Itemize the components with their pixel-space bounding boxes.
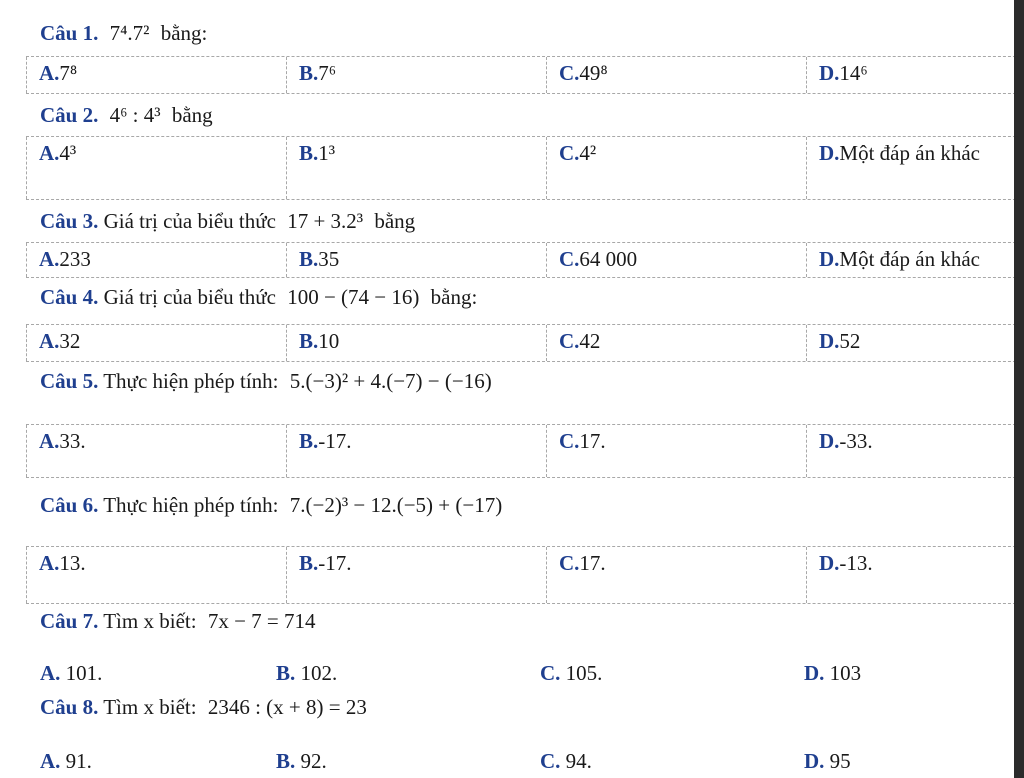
question-text: Giá trị của biểu thức xyxy=(103,285,276,309)
option-d[interactable]: D.Một đáp án khác xyxy=(806,137,1024,199)
question-expression: 2346 : (x + 8) = 23 xyxy=(207,695,367,719)
option-c[interactable]: C. 105. xyxy=(540,661,603,685)
option-a[interactable]: A.32 xyxy=(26,325,286,361)
question-text: Thực hiện phép tính: xyxy=(103,493,279,517)
right-edge-bar xyxy=(1014,0,1024,778)
option-b[interactable]: B.7⁶ xyxy=(286,57,546,93)
options-row-4 xyxy=(26,324,1024,362)
question-8 xyxy=(40,694,373,720)
question-expression: 100 − (74 − 16) xyxy=(287,285,420,309)
option-c[interactable]: C.49⁸ xyxy=(546,57,806,93)
question-suffix: bằng xyxy=(171,103,213,127)
question-5 xyxy=(40,368,498,394)
question-label: Câu 1. xyxy=(40,21,99,45)
question-expression: 17 + 3.2³ xyxy=(287,209,364,233)
question-label: Câu 8. xyxy=(40,695,99,719)
option-c[interactable]: C.17. xyxy=(546,547,806,603)
options-row-3 xyxy=(26,242,1024,278)
question-expression: 7.(−2)³ − 12.(−5) + (−17) xyxy=(289,493,503,517)
option-a[interactable]: A. 101. xyxy=(40,661,103,685)
question-7 xyxy=(40,608,322,634)
question-text: Thực hiện phép tính: xyxy=(103,369,279,393)
option-b[interactable]: B.1³ xyxy=(286,137,546,199)
question-expression: 5.(−3)² + 4.(−7) − (−16) xyxy=(289,369,492,393)
option-c[interactable]: C.64 000 xyxy=(546,243,806,277)
option-d[interactable]: D.Một đáp án khác xyxy=(806,243,1024,277)
option-a[interactable]: A.33. xyxy=(26,425,286,477)
option-b[interactable]: B.35 xyxy=(286,243,546,277)
option-b[interactable]: B. 92. xyxy=(276,749,327,773)
question-4 xyxy=(40,284,477,310)
options-row-2 xyxy=(26,136,1024,200)
question-label: Câu 5. xyxy=(40,369,99,393)
option-a[interactable]: A. 91. xyxy=(40,749,92,773)
question-text: Tìm x biết: xyxy=(103,609,197,633)
options-row-5 xyxy=(26,424,1024,478)
option-d[interactable]: D.-33. xyxy=(806,425,1024,477)
option-a[interactable]: A.7⁸ xyxy=(26,57,286,93)
option-d[interactable]: D. 95 xyxy=(804,749,851,773)
option-c[interactable]: C.4² xyxy=(546,137,806,199)
option-a[interactable]: A.13. xyxy=(26,547,286,603)
question-label: Câu 4. xyxy=(40,285,99,309)
option-c[interactable]: C.42 xyxy=(546,325,806,361)
options-row-6 xyxy=(26,546,1024,604)
question-suffix: bằng xyxy=(374,209,416,233)
question-2 xyxy=(40,102,213,128)
option-d[interactable]: D. 103 xyxy=(804,661,862,685)
option-a[interactable]: A.233 xyxy=(26,243,286,277)
question-suffix: bằng: xyxy=(430,285,478,309)
option-d[interactable]: D.14⁶ xyxy=(806,57,1024,93)
question-3 xyxy=(40,208,415,234)
question-label: Câu 3. xyxy=(40,209,99,233)
question-expression: 4⁶ : 4³ xyxy=(109,103,161,127)
question-expression: 7x − 7 = 714 xyxy=(207,609,316,633)
option-b[interactable]: B. 102. xyxy=(276,661,338,685)
option-d[interactable]: D.52 xyxy=(806,325,1024,361)
question-text: Giá trị của biểu thức xyxy=(103,209,276,233)
options-row-1 xyxy=(26,56,1024,94)
options-row-8 xyxy=(40,748,1020,774)
question-text: Tìm x biết: xyxy=(103,695,197,719)
option-c[interactable]: C. 94. xyxy=(540,749,592,773)
option-d[interactable]: D.-13. xyxy=(806,547,1024,603)
question-suffix: bằng: xyxy=(160,21,208,45)
option-b[interactable]: B.-17. xyxy=(286,547,546,603)
option-a[interactable]: A.4³ xyxy=(26,137,286,199)
question-label: Câu 6. xyxy=(40,493,99,517)
option-c[interactable]: C.17. xyxy=(546,425,806,477)
question-label: Câu 7. xyxy=(40,609,99,633)
option-b[interactable]: B.-17. xyxy=(286,425,546,477)
option-b[interactable]: B.10 xyxy=(286,325,546,361)
question-6 xyxy=(40,492,508,518)
question-label: Câu 2. xyxy=(40,103,99,127)
question-1 xyxy=(40,20,207,46)
options-row-7 xyxy=(40,660,1020,686)
question-expression: 7⁴.7² xyxy=(109,21,150,45)
